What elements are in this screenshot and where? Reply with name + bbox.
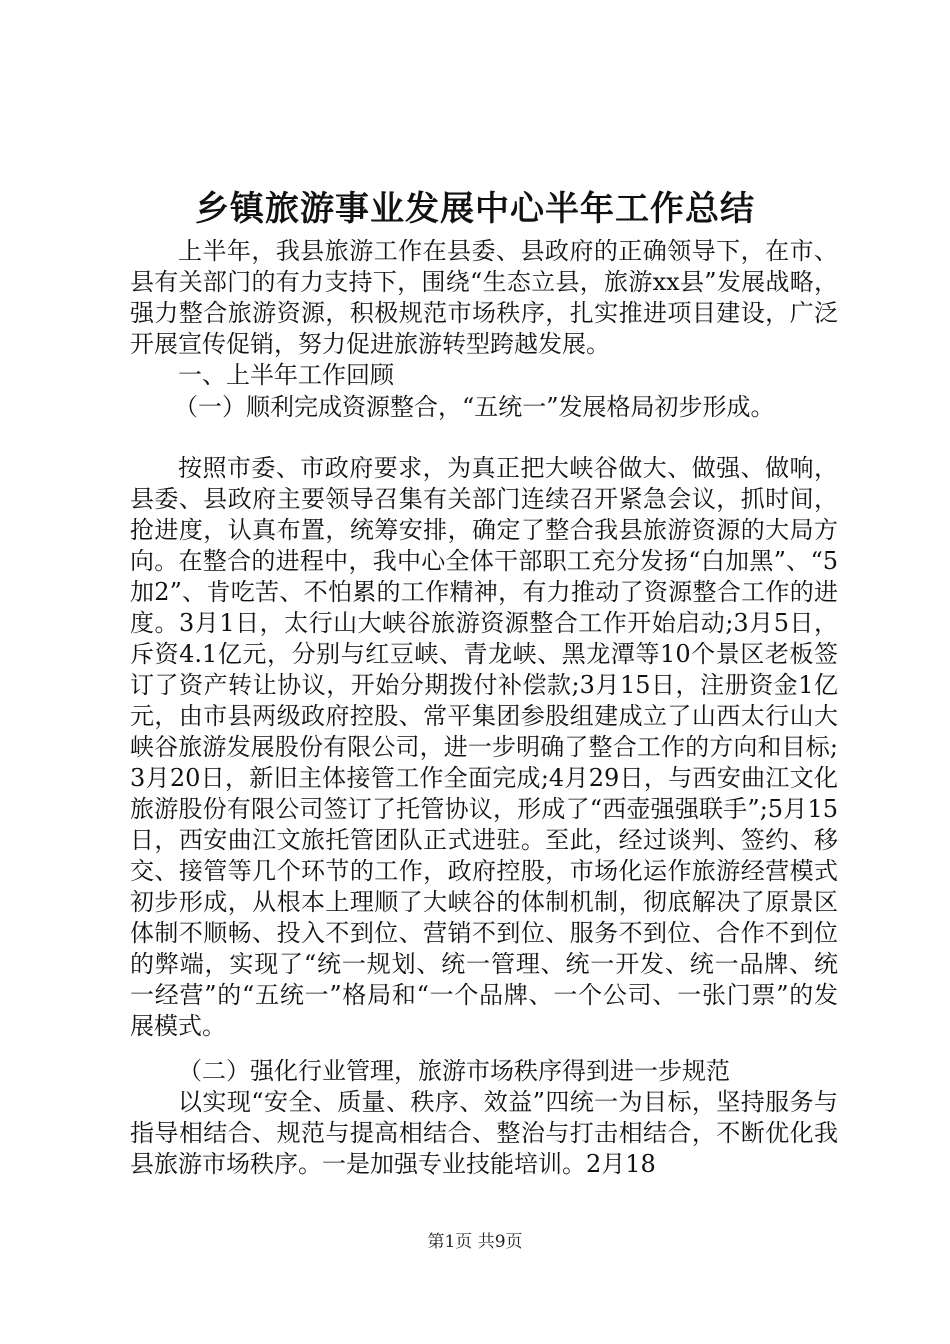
intro-paragraph: 上半年，我县旅游工作在县委、县政府的正确领导下，在市、县有关部门的有力支持下，围绕“生态立县，旅游xx县”发展战略，强力整合旅游资源，积极规范市场秩序，扎实推进项目建设，广泛开展宣传促销，努力促进旅游转型跨越发展。 (130, 237, 838, 358)
page-footer: 第1页 共9页 (427, 1232, 523, 1252)
document-title: 乡镇旅游事业发展中心半年工作总结 (195, 189, 755, 229)
resource-integration-paragraph: 按照市委、市政府要求，为真正把大峡谷做大、做强、做响，县委、县政府主要领导召集有关部门连续召开紧急会议，抓时间，抢进度，认真布置，统筹安排，确定了整合我县旅游资源的大局方向。在整合的进程中，我中心全体干部职工充分发扬“白加黑”、“5加2”、肯吃苦、不怕累的工作精神，有力推动了资源整合工作的进度。3月1日，太行山大峡谷旅游资源整合工作开始启动;3月5日，斥资4.1亿元，分别与红豆峡、青龙峡、黑龙潭等10个景区老板签订了资产转让协议，开始分期拨付补偿款;3月15日，注册资金1亿元，由市县两级政府控股、常平集团参股组建成立了山西太行山大峡谷旅游发展股份有限公司，进一步明确了整合工作的方向和目标;3月20日，新旧主体接管工作全面完成;4月29日，与西安曲江文化旅游股份有限公司签订了托管协议，形成了“西壶强强联手”;5月15日，西安曲江文旅托管团队正式进驻。至此，经过谈判、签约、移交、接管等几个环节的工作，政府控股，市场化运作旅游经营模式初步形成，从根本上理顺了大峡谷的体制机制，彻底解决了原景区体制不顺畅、投入不到位、营销不到位、服务不到位、合作不到位的弊端，实现了“统一规划、统一管理、统一开发、统一品牌、统一经营”的“五统一”格局和“一个品牌、一个公司、一张门票”的发展模式。 (130, 454, 838, 1040)
industry-management-paragraph: 以实现“安全、质量、秩序、效益”四统一为目标，坚持服务与指导相结合、规范与提高相结合、整治与打击相结合，不断优化我县旅游市场秩序。一是加强专业技能培训。2月18 (130, 1088, 838, 1178)
subsection-heading-resource-integration: （一）顺利完成资源整合，“五统一”发展格局初步形成。 (174, 393, 775, 421)
section-heading-review: 一、上半年工作回顾 (178, 361, 394, 389)
subsection-heading-industry-management: （二）强化行业管理，旅游市场秩序得到进一步规范 (178, 1057, 730, 1085)
